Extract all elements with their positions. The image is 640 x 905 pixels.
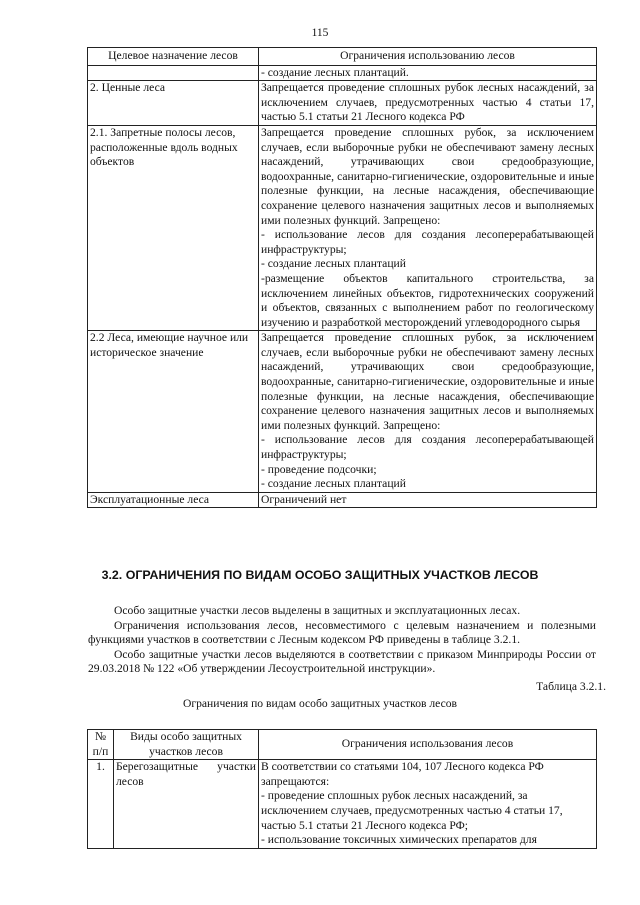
paragraph: Особо защитные участки лесов выделены в защитных и эксплуатационных лесах.	[114, 604, 521, 617]
restriction-line: - использование лесов для создания лесоперерабатывающей инфраструктуры;	[261, 228, 594, 256]
header-kind: Виды особо защитных участков лесов	[114, 730, 259, 760]
row-restrictions	[259, 492, 597, 508]
section-heading: 3.2. ОГРАНИЧЕНИЯ ПО ВИДАМ ОСОБО ЗАЩИТНЫХ УЧАСТКОВ ЛЕСОВ	[101, 568, 539, 582]
row-category	[88, 65, 259, 81]
table-title: Ограничения по видам особо защитных участков лесов	[182, 697, 458, 710]
table-header-row	[88, 48, 597, 66]
body-text	[88, 604, 596, 677]
table-header-row	[88, 730, 597, 760]
header-purpose: Целевое назначение лесов	[88, 48, 259, 66]
restriction-line: - создание лесных плантаций.	[261, 65, 409, 79]
forest-purpose-table	[87, 47, 597, 508]
row-category: 2. Ценные леса	[88, 81, 259, 126]
restriction-line: - проведение подсочки;	[261, 462, 377, 476]
page-number: 115	[311, 27, 329, 39]
row-restrictions	[259, 760, 597, 849]
table-label: Таблица 3.2.1.	[536, 680, 606, 693]
row-restrictions	[259, 65, 597, 81]
header-number: № п/п	[88, 730, 114, 760]
table-row	[88, 81, 597, 126]
row-category: 2.1. Запретные полосы лесов, расположенные вдоль водных объектов	[88, 125, 259, 330]
restriction-line: Запрещается проведение сплошных рубок лесных насаждений, за исключением случаев, предусмотренных частью 4 статьи 17, частью 5.1 статьи 21 Лесного кодекса РФ	[261, 81, 594, 124]
table-row	[88, 125, 597, 330]
paragraph: Ограничения использования лесов, несовместимого с целевым назначением и полезными функциями участков в соответствии с Лесным кодексом РФ приведены в таблице 3.2.1.	[88, 618, 596, 647]
table-row	[88, 760, 597, 849]
row-restrictions	[259, 331, 597, 493]
row-category: 2.2 Леса, имеющие научное или историческое значение	[88, 331, 259, 493]
restriction-line: Запрещается проведение сплошных рубок, за исключением случаев, если выборочные рубки не обеспечивают замену лесных насаждений, утрачивающих свои средообразующие, водоохранные, санитарно-гигиенические, оздоровительные и иные полезные функции, на лесные насаждения, обеспечивающие сохранение целевого назначения защитных лесов и выполняемых ими полезных функций. Запрещено:	[261, 125, 594, 227]
row-kind: Берегозащитные участки лесов	[114, 760, 259, 849]
paragraph: Особо защитные участки лесов выделяются в соответствии с приказом Минприроды России от 29.03.2018 № 122 «Об утверждении Лесоустроительной инструкции».	[88, 647, 596, 676]
row-restrictions	[259, 125, 597, 330]
restriction-line: - создание лесных плантаций	[261, 477, 406, 491]
row-number: 1.	[88, 760, 114, 849]
restriction-line: -размещение объектов капитального строительства, за исключением линейных объектов, гидротехнических сооружений и объектов, связанных с выполнением работ по геологическому изучению и разработкой месторождений углеводородного сырья	[261, 271, 594, 329]
protective-areas-table	[87, 729, 597, 849]
header-restrictions: Ограничения использования лесов	[259, 730, 597, 760]
row-restrictions	[259, 81, 597, 126]
restriction-line: В соответствии со статьями 104, 107 Лесного кодекса РФ	[261, 760, 544, 774]
restriction-line: - использование токсичных химических препаратов для	[261, 833, 537, 847]
header-restrictions: Ограничения использованию лесов	[259, 48, 597, 66]
restriction-line: Запрещается проведение сплошных рубок, за исключением случаев, если выборочные рубки не обеспечивают замену лесных насаждений, утрачивающих свои средообразующие, водоохранные, санитарно-гигиенические, оздоровительные и иные полезные функции, на лесные насаждения, обеспечивающие сохранение целевого назначения защитных лесов и выполняемых ими полезных функций. Запрещено:	[261, 331, 594, 432]
row-category: Эксплуатационные леса	[88, 492, 259, 508]
table-row	[88, 331, 597, 493]
restriction-line: Ограничений нет	[261, 492, 347, 506]
restriction-line: - использование лесов для создания лесоперерабатывающей инфраструктуры;	[261, 433, 594, 462]
restriction-line: запрещаются:	[261, 774, 330, 788]
restriction-line: - создание лесных плантаций	[261, 257, 406, 271]
table-row	[88, 65, 597, 81]
restriction-line: - проведение сплошных рубок лесных насаждений, за исключением случаев, предусмотренных частью 4 статьи 17, частью 5.1 статьи 21 Лесного кодекса РФ;	[261, 789, 563, 832]
table-row	[88, 492, 597, 508]
